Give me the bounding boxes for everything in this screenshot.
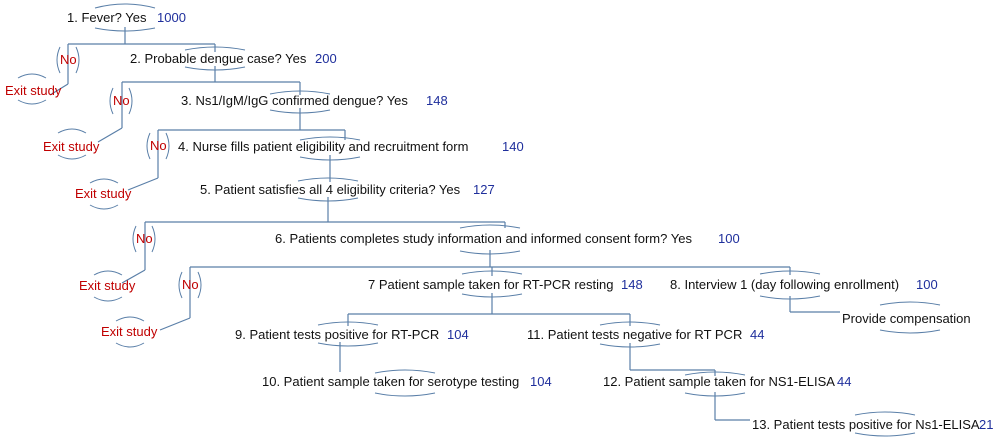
step-10-label: 10. Patient sample taken for serotype testing — [262, 374, 520, 389]
step-5-label: 5. Patient satisfies all 4 eligibility criteria? Yes — [200, 182, 461, 197]
step-6-count: 100 — [718, 231, 740, 246]
step-8 — [670, 277, 938, 292]
step-6-label: 6. Patients completes study information and informed consent form? Yes — [275, 231, 692, 246]
step-13-label: 13. Patient tests positive for Ns1-ELISA — [752, 417, 980, 432]
step-4 — [178, 139, 524, 154]
step-7-label: 7 Patient sample taken for RT-PCR resting — [368, 277, 614, 292]
exit-study-label-3: Exit study — [75, 186, 132, 201]
step-12-count: 44 — [837, 374, 852, 389]
no-label-2: No — [113, 93, 130, 108]
step-12 — [603, 374, 851, 389]
no-label-1: No — [60, 52, 77, 67]
step-1-count: 1000 — [157, 10, 186, 25]
step-3-count: 148 — [426, 93, 448, 108]
step-2 — [130, 51, 337, 66]
step-2-label: 2. Probable dengue case? Yes — [130, 51, 307, 66]
step-4-count: 140 — [502, 139, 524, 154]
step-3-label: 3. Ns1/IgM/IgG confirmed dengue? Yes — [181, 93, 408, 108]
exit-study-label-5: Exit study — [101, 324, 158, 339]
step-13-count: 21 — [979, 417, 994, 432]
step-7-count: 148 — [621, 277, 643, 292]
step-12-label: 12. Patient sample taken for NS1-ELISA — [603, 374, 835, 389]
step-5-count: 127 — [473, 182, 495, 197]
exit-study-label-4: Exit study — [79, 278, 136, 293]
step-3 — [181, 93, 448, 108]
exit-study-label-1: Exit study — [5, 83, 62, 98]
step-5 — [200, 182, 495, 197]
step-10-count: 104 — [530, 374, 552, 389]
step-9 — [235, 327, 469, 342]
step-7 — [368, 277, 643, 292]
step-2-count: 200 — [315, 51, 337, 66]
provide-compensation-label: Provide compensation — [842, 311, 971, 326]
step-9-count: 104 — [447, 327, 469, 342]
step-1-label: 1. Fever? Yes — [67, 10, 147, 25]
step-9-label: 9. Patient tests positive for RT-PCR — [235, 327, 440, 342]
no-label-3: No — [150, 138, 167, 153]
connector-arcs — [18, 4, 940, 436]
no-label-5: No — [182, 277, 199, 292]
connector-lines — [50, 27, 840, 420]
step-13 — [752, 417, 993, 432]
step-4-label: 4. Nurse fills patient eligibility and recruitment form — [178, 139, 469, 154]
step-6 — [275, 231, 740, 246]
step-8-label: 8. Interview 1 (day following enrollment) — [670, 277, 900, 292]
no-label-4: No — [136, 231, 153, 246]
step-8-count: 100 — [916, 277, 938, 292]
step-11-label: 11. Patient tests negative for RT PCR — [527, 327, 743, 342]
exit-study-label-2: Exit study — [43, 139, 100, 154]
step-10 — [262, 374, 552, 389]
step-11-count: 44 — [750, 327, 765, 342]
step-1 — [67, 10, 186, 25]
step-11 — [527, 327, 764, 342]
